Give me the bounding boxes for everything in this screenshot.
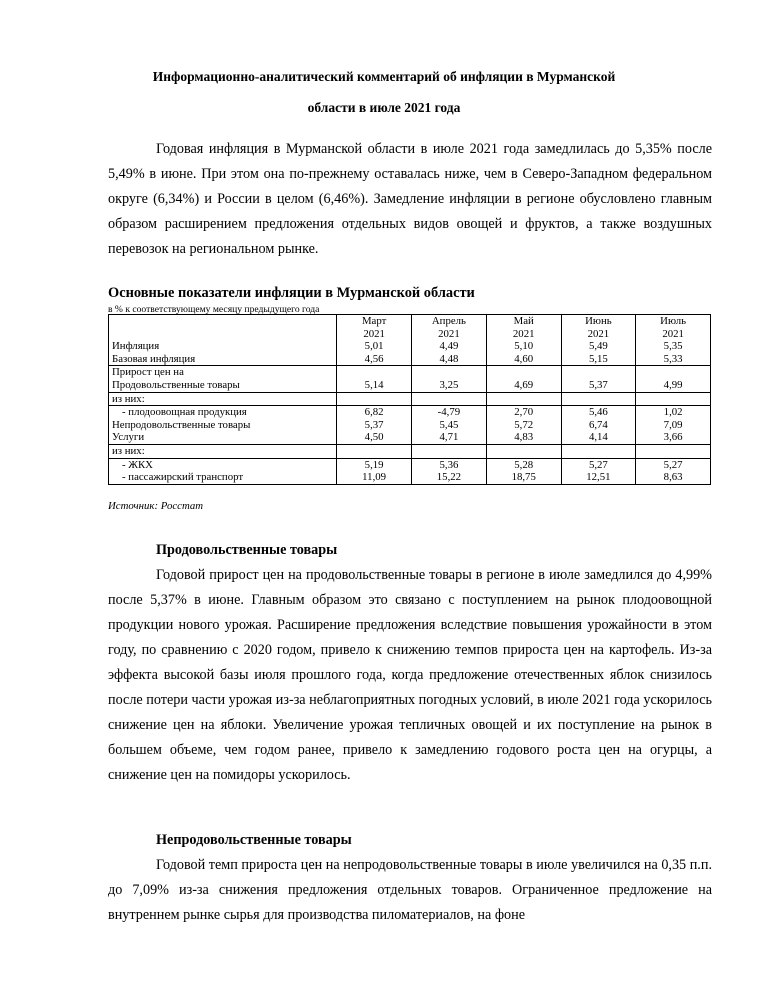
intro-paragraph	[108, 137, 712, 262]
table-row: Базовая инфляция 4,56 4,48 4,60 5,15 5,33	[109, 353, 711, 366]
column-header: Март 2021	[337, 315, 412, 341]
table-row: Продовольственные товары 5,14 3,25 4,69 5,37 4,99	[109, 379, 711, 392]
table-header-row	[109, 315, 711, 341]
table-subtitle: в % к соответствующему месяцу предыдущего года	[108, 304, 320, 315]
table-title: Основные показатели инфляции в Мурманской области	[108, 285, 475, 301]
nonfood-paragraph	[108, 853, 712, 928]
table-row: из них:	[109, 444, 711, 458]
table-row: Прирост цен на	[109, 366, 711, 379]
column-header: Апрель 2021	[411, 315, 486, 341]
section-heading-nonfood: Непродовольственные товары	[156, 832, 352, 848]
column-header: Июль 2021	[636, 315, 711, 341]
table-row: - ЖКХ 5,19 5,36 5,28 5,27 5,27	[109, 458, 711, 471]
table-row: Услуги 4,50 4,71 4,83 4,14 3,66	[109, 431, 711, 444]
section-heading-food: Продовольственные товары	[156, 542, 338, 558]
column-header: Июнь 2021	[561, 315, 636, 341]
table-source: Источник: Росстат	[108, 500, 204, 512]
document-title	[108, 61, 660, 123]
table-row: из них:	[109, 392, 711, 406]
table-row: Инфляция 5,01 4,49 5,10 5,49 5,35	[109, 340, 711, 353]
title-line-1: Информационно-аналитический комментарий об инфляции в Мурманской	[152, 69, 616, 84]
column-header: Май 2021	[486, 315, 561, 341]
table-row: - пассажирский транспорт 11,09 15,22 18,75 12,51 8,63	[109, 471, 711, 484]
intro-text: Годовая инфляция в Мурманской области в июле 2021 года замедлилась до 5,35% после 5,49% в июне. При этом она по-прежнему оставалась ниже, чем в Северо-Западном федеральном округе (6,34%) и России в целом (6,46%). Замедление инфляции в регионе обусловлено главным образом расширением предложения отдельных видов овощей и фруктов, а также воздушных перевозок на региональном рынке.	[108, 141, 712, 257]
title-line-2: области в июле 2021 года	[307, 100, 461, 115]
table-row: Непродовольственные товары 5,37 5,45 5,72 6,74 7,09	[109, 419, 711, 432]
food-paragraph	[108, 563, 712, 788]
food-text: Годовой прирост цен на продовольственные товары в регионе в июле замедлился до 4,99% после 5,37% в июне. Главным образом это связано с поступлением на рынок плодоовощной продукции нового урожая. Расширение предложения вследствие повышения урожайности в этом году, по сравнению с 2020 годом, привело к снижению темпов прироста цен на картофель. Из-за эффекта высокой базы июля прошлого года, когда предложение отечественных яблок снизилось после потери части урожая из-за неблагоприятных погодных условий, в июле 2021 года ускорилось снижение цен на яблоки. Увеличение урожая тепличных овощей и их поступление на рынок в большем объеме, чем годом ранее, привело к замедлению годового роста цен на огурцы, а снижение цен на помидоры ускорилось.	[108, 567, 712, 783]
nonfood-text: Годовой темп прироста цен на непродовольственные товары в июле увеличился на 0,35 п.п. до 7,09% из-за снижения предложения отдельных товаров. Ограниченное предложение на внутреннем рынке сырья для производства пиломатериалов, на фоне	[108, 857, 712, 923]
table-row: - плодоовощная продукция 6,82 -4,79 2,70 5,46 1,02	[109, 406, 711, 419]
inflation-table	[108, 314, 711, 485]
